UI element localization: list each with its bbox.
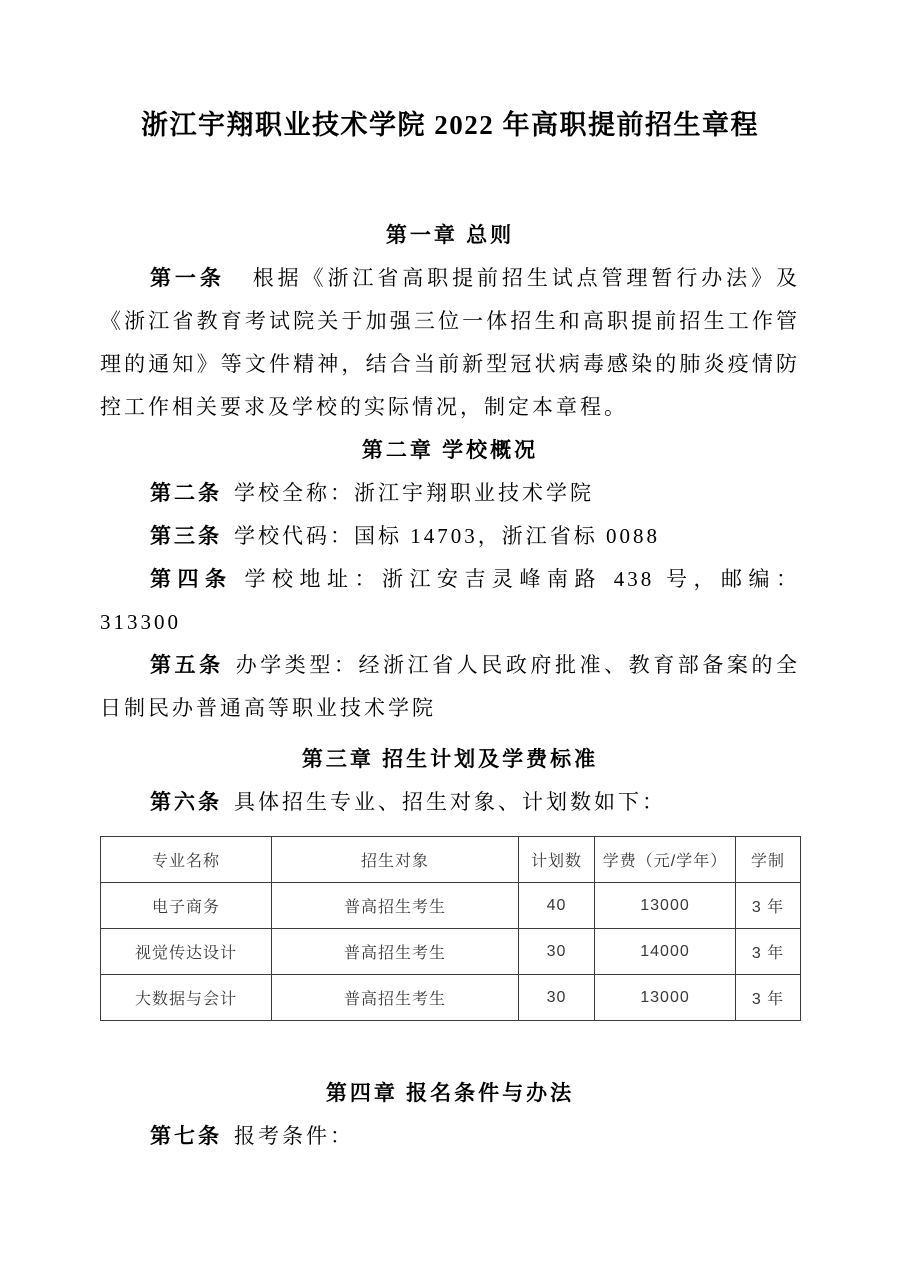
article3-paragraph: [100, 515, 800, 558]
article4-text: 学校地址：浙江安吉灵峰南路 438 号，邮编：313300: [100, 567, 800, 634]
cell-tuition: 14000: [595, 929, 736, 975]
article5-paragraph: [100, 644, 800, 730]
article3-text: 学校代码：国标 14703，浙江省标 0088: [234, 524, 660, 548]
article6-label: 第六条: [150, 790, 222, 814]
table-row: [101, 975, 801, 1021]
article4-label: 第四条: [150, 567, 233, 591]
article5-label: 第五条: [150, 653, 224, 677]
article4-paragraph: [100, 558, 800, 644]
cell-major: 电子商务: [101, 883, 272, 929]
table-header-row: [101, 837, 801, 883]
chapter3-heading: 第三章 招生计划及学费标准: [301, 747, 599, 771]
article1-paragraph: [100, 257, 800, 429]
chapter2-heading: 第二章 学校概况: [361, 438, 539, 462]
cell-plan-count: 40: [519, 883, 595, 929]
chapter1-heading: 第一章 总则: [385, 223, 515, 247]
article6-paragraph: [100, 781, 800, 824]
doc-title: 浙江宇翔职业技术学院 2022 年高职提前招生章程: [141, 110, 759, 140]
article2-paragraph: [100, 472, 800, 515]
cell-major: 视觉传达设计: [101, 929, 272, 975]
article6-text: 具体招生专业、招生对象、计划数如下：: [234, 790, 666, 814]
cell-target: 普高招生考生: [272, 929, 519, 975]
chapter4-heading: 第四章 报名条件与办法: [325, 1081, 575, 1105]
cell-tuition: 13000: [595, 975, 736, 1021]
article1-text: 根据《浙江省高职提前招生试点管理暂行办法》及《浙江省教育考试院关于加强三位一体招生和高职提前招生工作管理的通知》等文件精神，结合当前新型冠状病毒感染的肺炎疫情防控工作相关要求及学校的实际情况，制定本章程。: [100, 266, 800, 419]
cell-tuition: 13000: [595, 883, 736, 929]
article1-label: 第一条: [150, 266, 225, 290]
article2-text: 学校全称：浙江宇翔职业技术学院: [234, 481, 594, 505]
article7-label: 第七条: [150, 1124, 222, 1148]
header-duration: 学制: [736, 837, 801, 883]
cell-duration: 3 年: [736, 975, 801, 1021]
article3-label: 第三条: [150, 524, 222, 548]
article2-label: 第二条: [150, 481, 222, 505]
cell-plan-count: 30: [519, 929, 595, 975]
article7-text: 报考条件：: [234, 1124, 354, 1148]
header-tuition: 学费（元/学年）: [595, 837, 736, 883]
cell-major: 大数据与会计: [101, 975, 272, 1021]
header-target: 招生对象: [272, 837, 519, 883]
header-major: 专业名称: [101, 837, 272, 883]
article5-text: 办学类型：经浙江省人民政府批准、教育部备案的全日制民办普通高等职业技术学院: [100, 653, 801, 720]
cell-plan-count: 30: [519, 975, 595, 1021]
cell-duration: 3 年: [736, 883, 801, 929]
cell-duration: 3 年: [736, 929, 801, 975]
cell-target: 普高招生考生: [272, 975, 519, 1021]
table-row: [101, 883, 801, 929]
article7-paragraph: [100, 1115, 800, 1158]
table-row: [101, 929, 801, 975]
header-plan-count: 计划数: [519, 837, 595, 883]
cell-target: 普高招生考生: [272, 883, 519, 929]
enrollment-plan-table: [100, 836, 801, 1021]
